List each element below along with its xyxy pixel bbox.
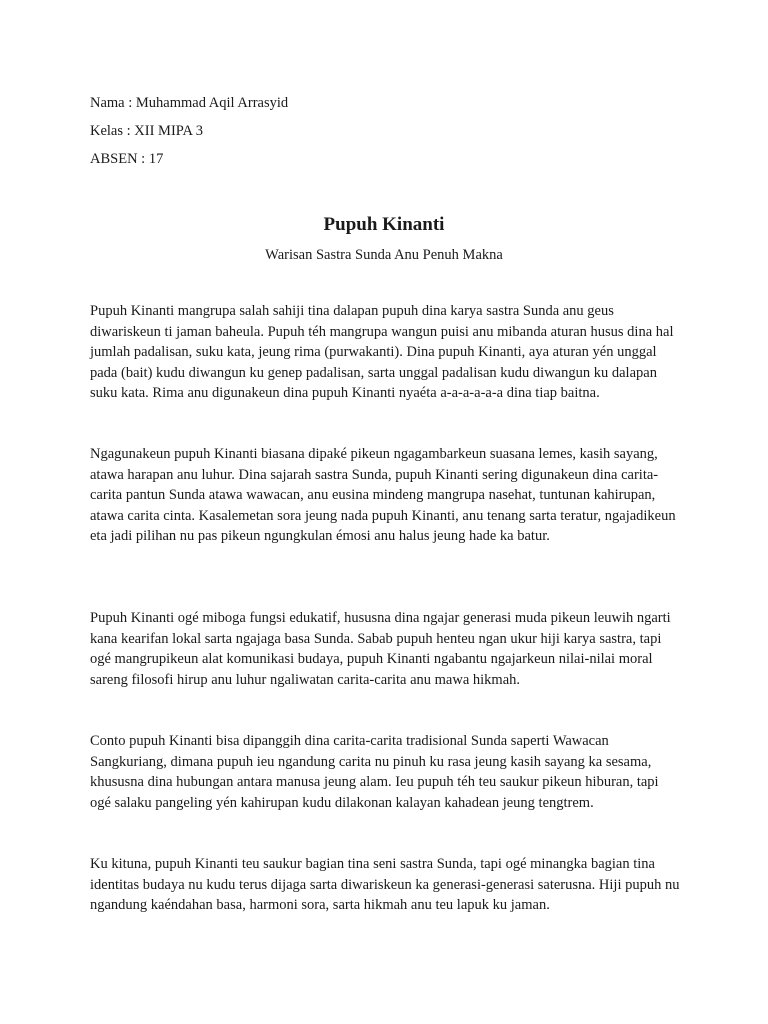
student-name-line: Nama : Muhammad Aqil Arrasyid (90, 95, 289, 111)
paragraph-5: Ku kituna, pupuh Kinanti teu saukur bagian tina seni sastra Sunda, tapi ogé minangka bagian tina identitas budaya nu kudu terus dijaga sarta diwariskeun ka generasi-generasi saterusna. Hiji pupuh nu ngandung kaéndahan basa, harmoni sora, sarta hikmah anu teu lapuk ku jaman. (90, 856, 680, 914)
paragraph-3: Pupuh Kinanti ogé miboga fungsi edukatif, hususna dina ngajar generasi muda pikeun leuwih ngarti kana kearifan lokal sarta ngajaga basa Sunda. Sabab pupuh henteu ngan ukur hiji karya sastra, tapi ogé mangrupikeun alat komunikasi budaya, pupuh Kinanti ngabantu ngajarkeun nilai-nilai moral sareng filosofi hirup anu luhur ngaliwatan carita-carita anu mawa hikmah. (90, 610, 671, 688)
paragraph-4: Conto pupuh Kinanti bisa dipanggih dina carita-carita tradisional Sunda saperti Wawacan Sangkuriang, dimana pupuh ieu ngandung carita nu pinuh ku rasa jeung kasih sayang ka sesama, khususna dina hubungan antara manusa jeung alam. Ieu pupuh téh teu saukur pikeun hiburan, tapi ogé salaku pangeling yén kahirupan kudu dilakonan kalayan kahadean jeung tengtrem. (90, 733, 659, 811)
student-absen-line: ABSEN : 17 (90, 151, 164, 167)
paragraph-1: Pupuh Kinanti mangrupa salah sahiji tina dalapan pupuh dina karya sastra Sunda anu geus diwariskeun ti jaman baheula. Pupuh téh mangrupa wangun puisi anu mibanda aturan husus dina hal jumlah padalisan, suku kata, jeung rima (purwakanti). Dina pupuh Kinanti, aya aturan yén unggal pada (bait) kudu diwangun ku genep padalisan, sarta unggal padalisan kudu diwangun ku dalapan suku kata. Rima anu digunakeun dina pupuh Kinanti nyaéta a-a-a-a-a-a dina tiap baitna. (90, 303, 674, 402)
document-title: Pupuh Kinanti (323, 214, 445, 235)
paragraph-2: Ngagunakeun pupuh Kinanti biasana dipaké pikeun ngagambarkeun suasana lemes, kasih sayang, atawa harapan anu luhur. Dina sajarah sastra Sunda, pupuh Kinanti sering digunakeun dina carita-carita pantun Sunda atawa wawacan, anu eusina mindeng mangrupa nasehat, tuntunan kahirupan, atawa carita cinta. Kasalemetan sora jeung nada pupuh Kinanti, anu tenang sarta teratur, ngajadikeun eta jadi pilihan nu pas pikeun ngungkulan émosi anu halus jeung hade ka batur. (90, 446, 676, 545)
student-class-line: Kelas : XII MIPA 3 (90, 123, 204, 139)
document-subtitle: Warisan Sastra Sunda Anu Penuh Makna (265, 247, 503, 263)
